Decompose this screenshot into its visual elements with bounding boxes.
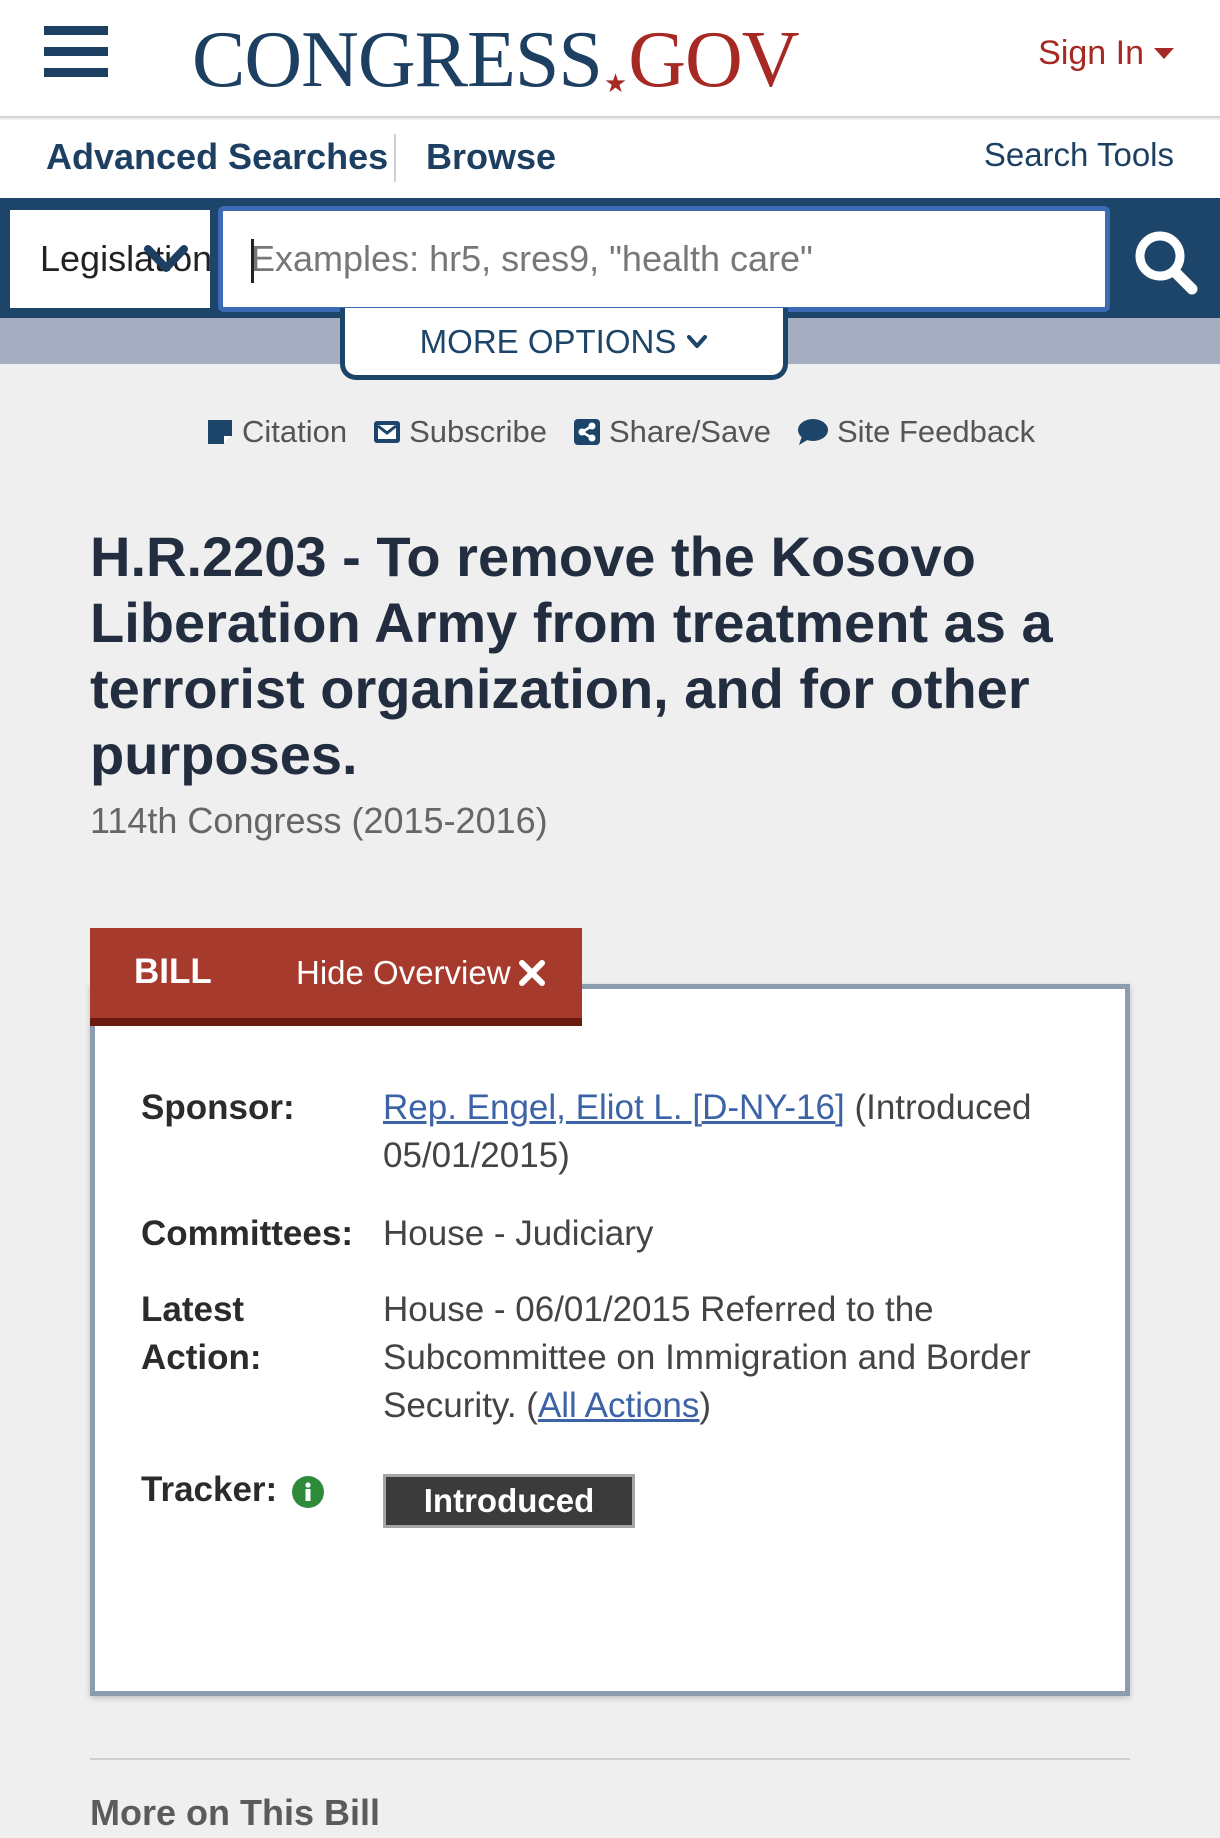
latest-action-text: House - 06/01/2015 Referred to the Subcommittee on Immigration and Border Security. ( <box>383 1290 1031 1425</box>
envelope-icon <box>373 418 401 446</box>
star-icon: ★ <box>603 69 627 98</box>
citation-link[interactable] <box>206 414 347 450</box>
site-header <box>0 0 1220 118</box>
search-button[interactable] <box>1120 214 1210 308</box>
share-save-link[interactable] <box>573 414 771 450</box>
subscribe-link[interactable] <box>373 414 547 450</box>
tracker-status-badge: Introduced <box>383 1474 635 1528</box>
more-options-label: MORE OPTIONS <box>419 322 677 360</box>
latest-action-label-line1: Latest <box>141 1290 245 1329</box>
tracker-label: Tracker: <box>141 1470 278 1509</box>
speech-bubble-icon <box>797 418 829 446</box>
all-actions-link[interactable]: All Actions <box>537 1386 700 1425</box>
bill-title: H.R.2203 - To remove the Kosovo Liberation Army from treatment as a terrorist organization, and for other purposes. <box>90 525 1053 786</box>
search-input-wrapper <box>218 206 1110 312</box>
more-options-button[interactable] <box>340 308 788 380</box>
share-save-label: Share/Save <box>608 414 771 449</box>
menu-icon[interactable] <box>44 26 108 82</box>
nav-divider <box>394 134 396 182</box>
latest-action-label-line2: Action: <box>141 1338 262 1377</box>
close-icon <box>519 960 545 986</box>
logo-gov: GOV <box>628 16 799 104</box>
citation-label: Citation <box>242 414 348 449</box>
latest-action-label <box>141 1286 262 1382</box>
overview-tab-bar <box>90 928 582 1026</box>
collection-select[interactable] <box>10 210 213 308</box>
text-cursor <box>251 239 254 283</box>
sponsor-introduced: (Introduced 05/01/2015) <box>383 1088 1032 1175</box>
chevron-down-icon <box>686 334 708 350</box>
browse-link[interactable]: Browse <box>426 136 557 177</box>
caret-down-icon <box>1154 48 1174 59</box>
utility-links <box>206 414 1035 450</box>
latest-action-close: ) <box>699 1386 712 1425</box>
section-divider <box>90 1758 1130 1760</box>
committees-label: Committees: <box>141 1214 353 1253</box>
search-icon <box>1120 214 1210 308</box>
subscribe-label: Subscribe <box>409 414 547 449</box>
sponsor-label: Sponsor: <box>141 1088 295 1127</box>
site-feedback-link[interactable] <box>797 414 1035 450</box>
hide-overview-label: Hide Overview <box>296 954 511 991</box>
sign-in-button[interactable] <box>1038 34 1174 73</box>
nav-bar <box>0 120 1220 198</box>
latest-action-value <box>383 1286 1083 1430</box>
tracker-label-row <box>141 1466 325 1514</box>
congress-session: 114th Congress (2015-2016) <box>90 800 548 841</box>
search-tools-link[interactable]: Search Tools <box>983 136 1174 173</box>
chevron-down-icon <box>144 244 188 274</box>
hide-overview-button[interactable] <box>296 954 545 992</box>
site-feedback-label: Site Feedback <box>836 414 1036 449</box>
bill-tab-label: BILL <box>134 952 212 991</box>
committees-value: House - Judiciary <box>383 1214 654 1253</box>
share-icon <box>573 418 601 446</box>
info-icon[interactable] <box>291 1475 325 1509</box>
logo-congress: CONGRESS <box>192 16 602 104</box>
sign-in-label: Sign In <box>1038 34 1144 72</box>
sponsor-link[interactable]: Rep. Engel, Eliot L. [D-NY-16] <box>383 1088 845 1127</box>
advanced-searches-link[interactable]: Advanced Searches <box>46 136 389 177</box>
citation-icon <box>206 418 234 446</box>
site-logo[interactable] <box>192 12 799 132</box>
collection-select-value: Legislation <box>40 238 213 279</box>
search-input[interactable] <box>223 211 1105 307</box>
sponsor-value <box>383 1084 1083 1180</box>
more-on-this-bill-heading: More on This Bill <box>90 1792 381 1833</box>
